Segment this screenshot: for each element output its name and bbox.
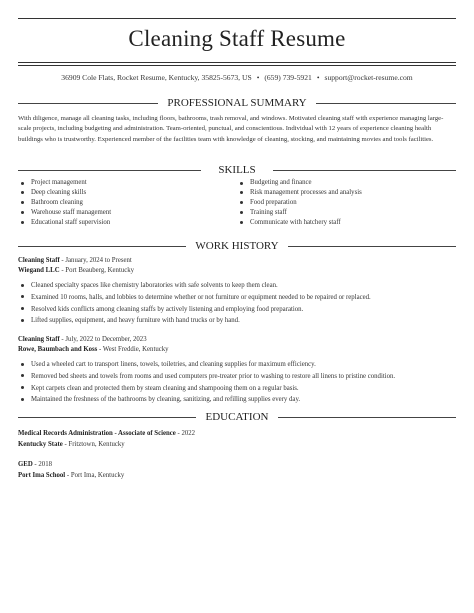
skill-item: Warehouse staff management [18, 208, 228, 218]
edu-location: - Fritztown, Kentucky [62, 441, 125, 448]
top-rule [18, 18, 456, 19]
contact-line [0, 73, 474, 82]
skill-item: Communicate with hatchery staff [237, 218, 447, 228]
job-bullet: Removed bed sheets and towels from rooms and used computers pre-treater prior to washing to restore all linens to pristine condition. [18, 371, 456, 383]
work-heading [18, 240, 456, 252]
skill-item: Budgeting and finance [237, 178, 447, 188]
edu-location: - Port Ima, Kentucky [65, 472, 125, 479]
job-bullet: Examined 10 rooms, halls, and lobbies to determine whether or not furniture or equipment needed to be repaired or replaced. [18, 292, 456, 304]
edu-year: - 2022 [175, 430, 196, 437]
skills-heading [18, 164, 456, 176]
job-employer: Rowe, Baumbach and Koss [18, 346, 98, 353]
job-bullet: Used a wheeled cart to transport linens, towels, toiletries, and cleaning supplies for maximum efficiency. [18, 359, 456, 371]
title-rule-upper [18, 62, 456, 63]
skill-item: Educational staff supervision [18, 218, 228, 228]
summary-heading-text: PROFESSIONAL SUMMARY [167, 97, 307, 109]
job-bullet: Cleaned specialty spaces like chemistry laboratories with safe solvents to keep them clean. [18, 280, 456, 292]
job-dates: - January, 2024 to Present [59, 257, 132, 264]
skill-item: Project management [18, 178, 228, 188]
education-heading [18, 411, 456, 423]
education-heading-text: EDUCATION [205, 411, 269, 423]
skill-item: Risk management processes and analysis [237, 188, 447, 198]
skill-item: Deep cleaning skills [18, 188, 228, 198]
skills-heading-text: SKILLS [218, 164, 256, 176]
job-entry [18, 256, 456, 327]
job-title: Cleaning Staff [18, 336, 60, 343]
job-title: Cleaning Staff [18, 257, 60, 264]
work-heading-text: WORK HISTORY [195, 240, 279, 252]
skill-item: Food preparation [237, 198, 447, 208]
job-employer: Wiegand LLC [18, 267, 60, 274]
skill-item: Bathroom cleaning [18, 198, 228, 208]
job-bullet: Kept carpets clean and protected them by steam cleaning and shampooing them on a regular basis. [18, 383, 456, 395]
edu-school: Kentucky State [18, 441, 63, 448]
summary-text: With diligence, manage all cleaning tasks, including floors, bathrooms, trash removal, and windows. Motivated cleaning staff with experience managing large-scale projects, including budgeting and administration. Team-oriented, punctual, and conscientious. Individual with 12 years of experience cleaning health buildings who is trustworthy. Experienced member of the facilities team with knowledge of cleaning, stocking, and maintaining movies and tools facilities. [18, 115, 444, 143]
job-dates: - July, 2022 to December, 2023 [59, 336, 147, 343]
job-bullets [18, 359, 456, 406]
contact-separator: • [256, 73, 260, 82]
title-rule-lower [18, 65, 456, 66]
skill-item: Training staff [237, 208, 447, 218]
job-bullets [18, 280, 456, 327]
job-entry [18, 335, 456, 406]
education-entry [18, 428, 456, 450]
edu-degree: Medical Records Administration - Associate of Science [18, 430, 176, 437]
contact-phone: (659) 739-5921 [264, 73, 312, 82]
edu-year: - 2018 [32, 461, 52, 468]
job-location: - Port Beauberg, Kentucky [59, 267, 135, 274]
contact-email: support@rocket-resume.com [324, 73, 413, 82]
contact-address: 36909 Cole Flats, Rocket Resume, Kentucky, 35825-5673, US [61, 73, 252, 82]
edu-school: Port Ima School [18, 472, 66, 479]
contact-separator: • [316, 73, 320, 82]
edu-degree: GED [18, 461, 33, 468]
skills-column-left [18, 178, 228, 228]
job-bullet: Resolved kids conflicts among cleaning staffs by actively listening and employing food preparation. [18, 304, 456, 316]
job-bullet: Lifted supplies, equipment, and heavy furniture with hand trucks or by hand. [18, 315, 456, 327]
resume-title: Cleaning Staff Resume [128, 26, 346, 51]
job-bullet: Maintained the freshness of the bathrooms by cleaning, sanitizing, and refilling supplies every day. [18, 394, 456, 406]
skills-column-right [237, 178, 447, 228]
education-entry [18, 459, 456, 481]
summary-heading [18, 97, 456, 109]
job-location: - West Freddie, Kentucky [97, 346, 169, 353]
